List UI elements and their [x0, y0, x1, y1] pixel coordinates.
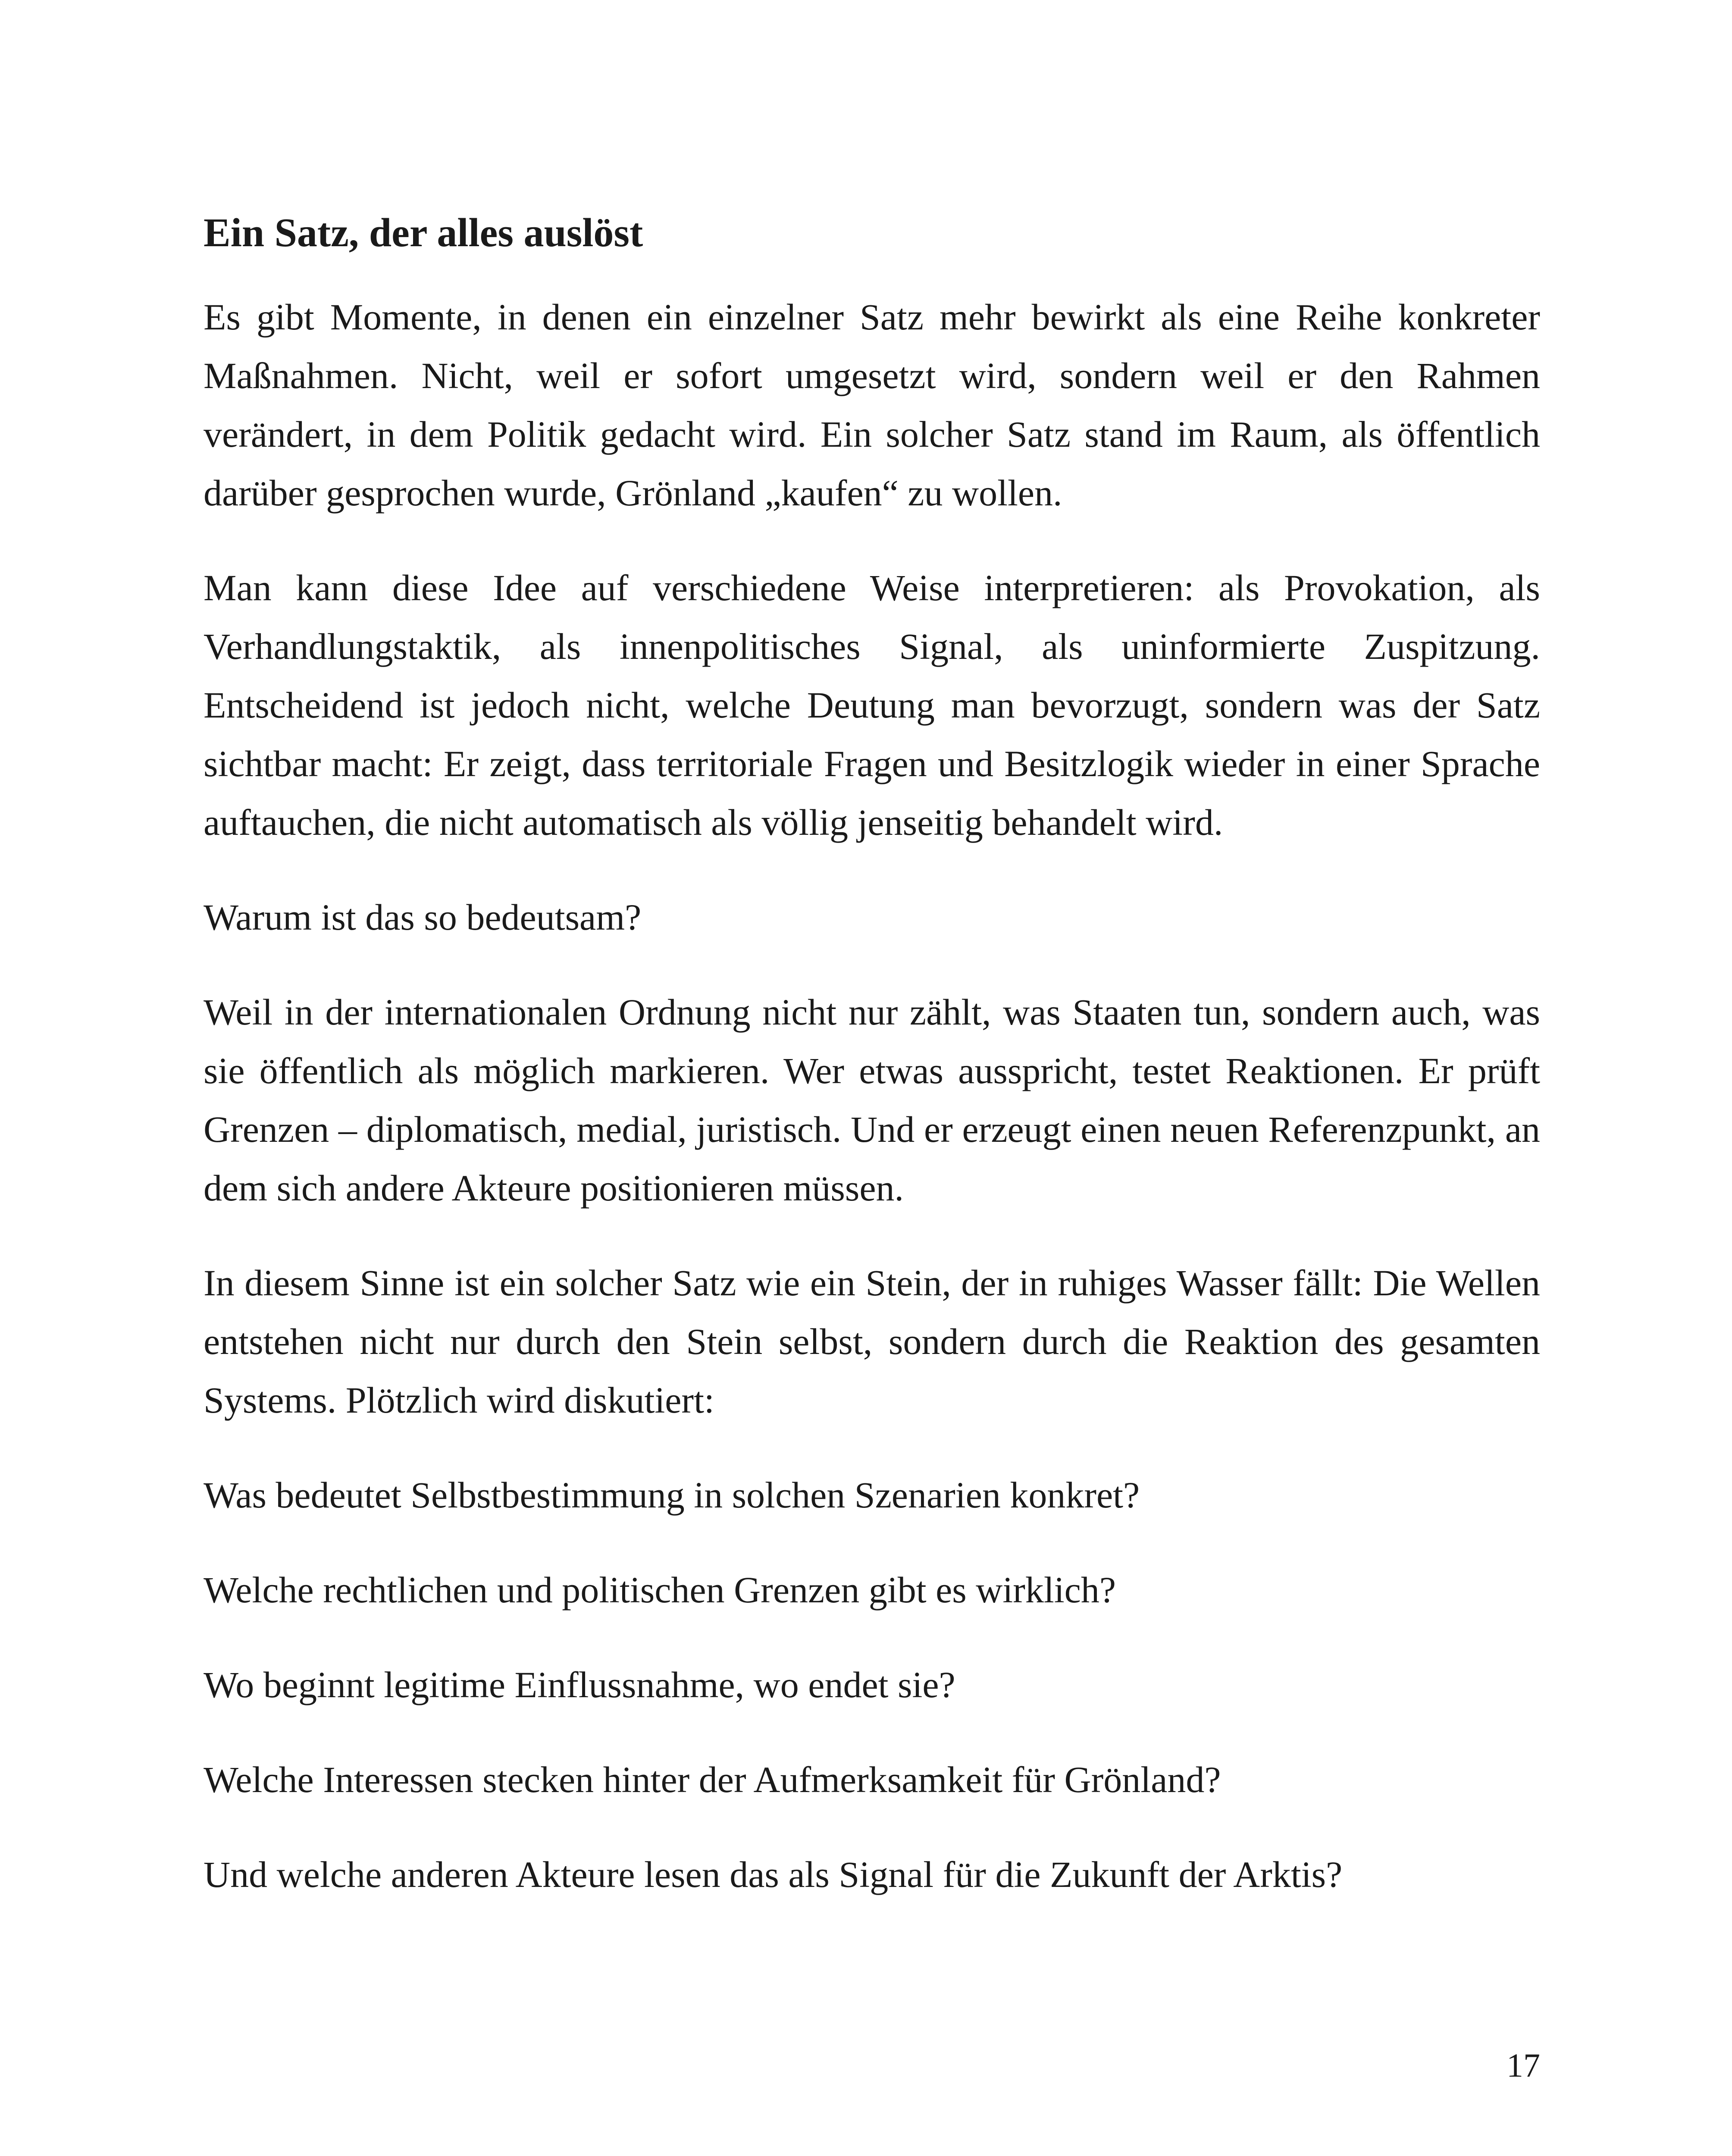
page-number: 17 — [1506, 2046, 1540, 2084]
paragraph: In diesem Sinne ist ein solcher Satz wie ein Stein, der in ruhiges Wasser fällt: Die Wellen entstehen nicht nur durch den Stein selbst, sondern durch die Reaktion des gesamten Systems. Plötzlich wird diskutiert: — [204, 1262, 1540, 1421]
question-line: Wo beginnt legitime Einflussnahme, wo endet sie? — [204, 1664, 955, 1705]
page-body — [204, 205, 1540, 1940]
paragraph: Weil in der internationalen Ordnung nicht nur zählt, was Staaten tun, sondern auch, was sie öffentlich als möglich markieren. Wer etwas ausspricht, testet Reaktionen. Er prüft Grenzen – diplomatisch, medial, juristisch. Und er erzeugt einen neuen Referenzpunkt, an dem sich andere Akteure positionieren müssen. — [204, 991, 1540, 1209]
question-line: Welche Interessen stecken hinter der Aufmerksamkeit für Grönland? — [204, 1759, 1221, 1800]
question-line: Und welche anderen Akteure lesen das als Signal für die Zukunft der Arktis? — [204, 1854, 1343, 1895]
paragraph: Es gibt Momente, in denen ein einzelner Satz mehr bewirkt als eine Reihe konkreter Maßnahmen. Nicht, weil er sofort umgesetzt wird, sondern weil er den Rahmen verändert, in dem Politik gedacht wird. Ein solcher Satz stand im Raum, als öffentlich darüber gesprochen wurde, Grönland „kaufen“ zu wollen. — [204, 296, 1540, 514]
paragraph: Warum ist das so bedeutsam? — [204, 896, 642, 938]
question-line: Welche rechtlichen und politischen Grenzen gibt es wirklich? — [204, 1569, 1116, 1611]
section-heading: Ein Satz, der alles auslöst — [204, 210, 643, 255]
question-line: Was bedeutet Selbstbestimmung in solchen Szenarien konkret? — [204, 1474, 1140, 1516]
paragraph: Man kann diese Idee auf verschiedene Weise interpretieren: als Provokation, als Verhandlungstaktik, als innenpolitisches Signal, als uninformierte Zuspitzung. Entscheidend ist jedoch nicht, welche Deutung man bevorzugt, sondern was der Satz sichtbar macht: Er zeigt, dass territoriale Fragen und Besitzlogik wieder in einer Sprache auftauchen, die nicht automatisch als völlig jenseitig behandelt wird. — [204, 567, 1540, 843]
